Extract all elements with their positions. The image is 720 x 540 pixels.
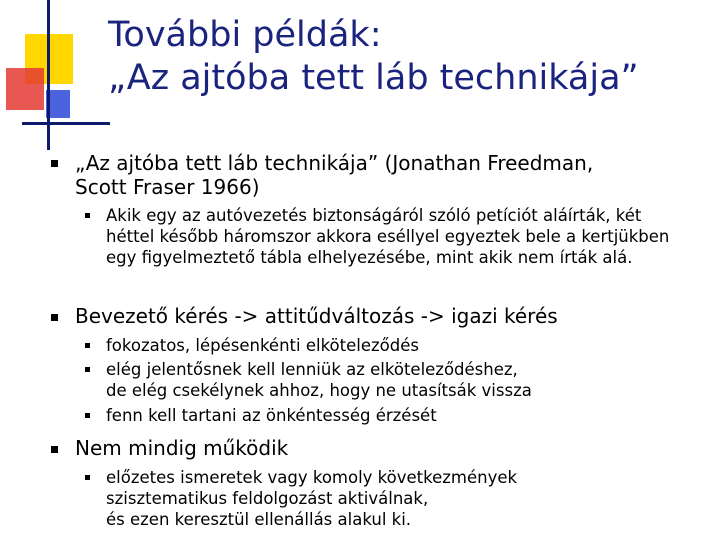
text-line: szisztematikus feldolgozást aktiválnak,	[106, 489, 429, 508]
text-line: Nem mindig működik	[75, 436, 289, 460]
sub-bullet-text	[106, 405, 437, 426]
text-line: héttel később háromszor akkora eséllyel egyeztek bele a kertjükben	[106, 227, 670, 246]
sub-bullet-text	[106, 335, 419, 356]
sub-bullet-marker	[85, 343, 90, 348]
text-line: fokozatos, lépésenkénti elköteleződés	[106, 336, 419, 355]
text-line: fenn kell tartani az önkéntesség érzését	[106, 406, 437, 425]
sub-bullet-text	[106, 359, 532, 401]
text-line: előzetes ismeretek vagy komoly következmények	[106, 468, 518, 487]
sub-bullet-marker	[85, 367, 90, 372]
text-line: Scott Fraser 1966)	[75, 175, 260, 199]
bullet-marker	[51, 160, 58, 167]
title-line-1: További példák:	[108, 15, 382, 55]
sub-bullet-marker	[85, 413, 90, 418]
bullet-marker	[51, 314, 58, 321]
bullet-text	[75, 304, 558, 328]
text-line: Akik egy az autóvezetés biztonságáról szóló petíciót aláírták, két	[106, 206, 642, 225]
bullet-text	[75, 151, 593, 199]
sub-bullet-marker	[85, 475, 90, 480]
text-line: „Az ajtóba tett láb technikája” (Jonathan Freedman,	[75, 151, 594, 175]
bullet-text	[75, 436, 288, 460]
text-line: Bevezető kérés -> attitűdváltozás -> igazi kérés	[75, 304, 558, 328]
sub-bullet-text	[106, 467, 517, 530]
bullet-marker	[51, 446, 58, 453]
text-line: de elég csekélynek ahhoz, hogy ne utasítsák vissza	[106, 381, 532, 400]
text-line: elég jelentősnek kell lenniük az elköteleződéshez,	[106, 360, 518, 379]
text-line: és ezen keresztül ellenállás alakul ki.	[106, 510, 412, 529]
title-line-2: „Az ajtóba tett láb technikája”	[108, 58, 639, 98]
text-line: egy figyelmeztető tábla elhelyezésébe, mint akik nem írták alá.	[106, 248, 633, 267]
sub-bullet-marker	[85, 213, 90, 218]
sub-bullet-text	[106, 205, 669, 268]
